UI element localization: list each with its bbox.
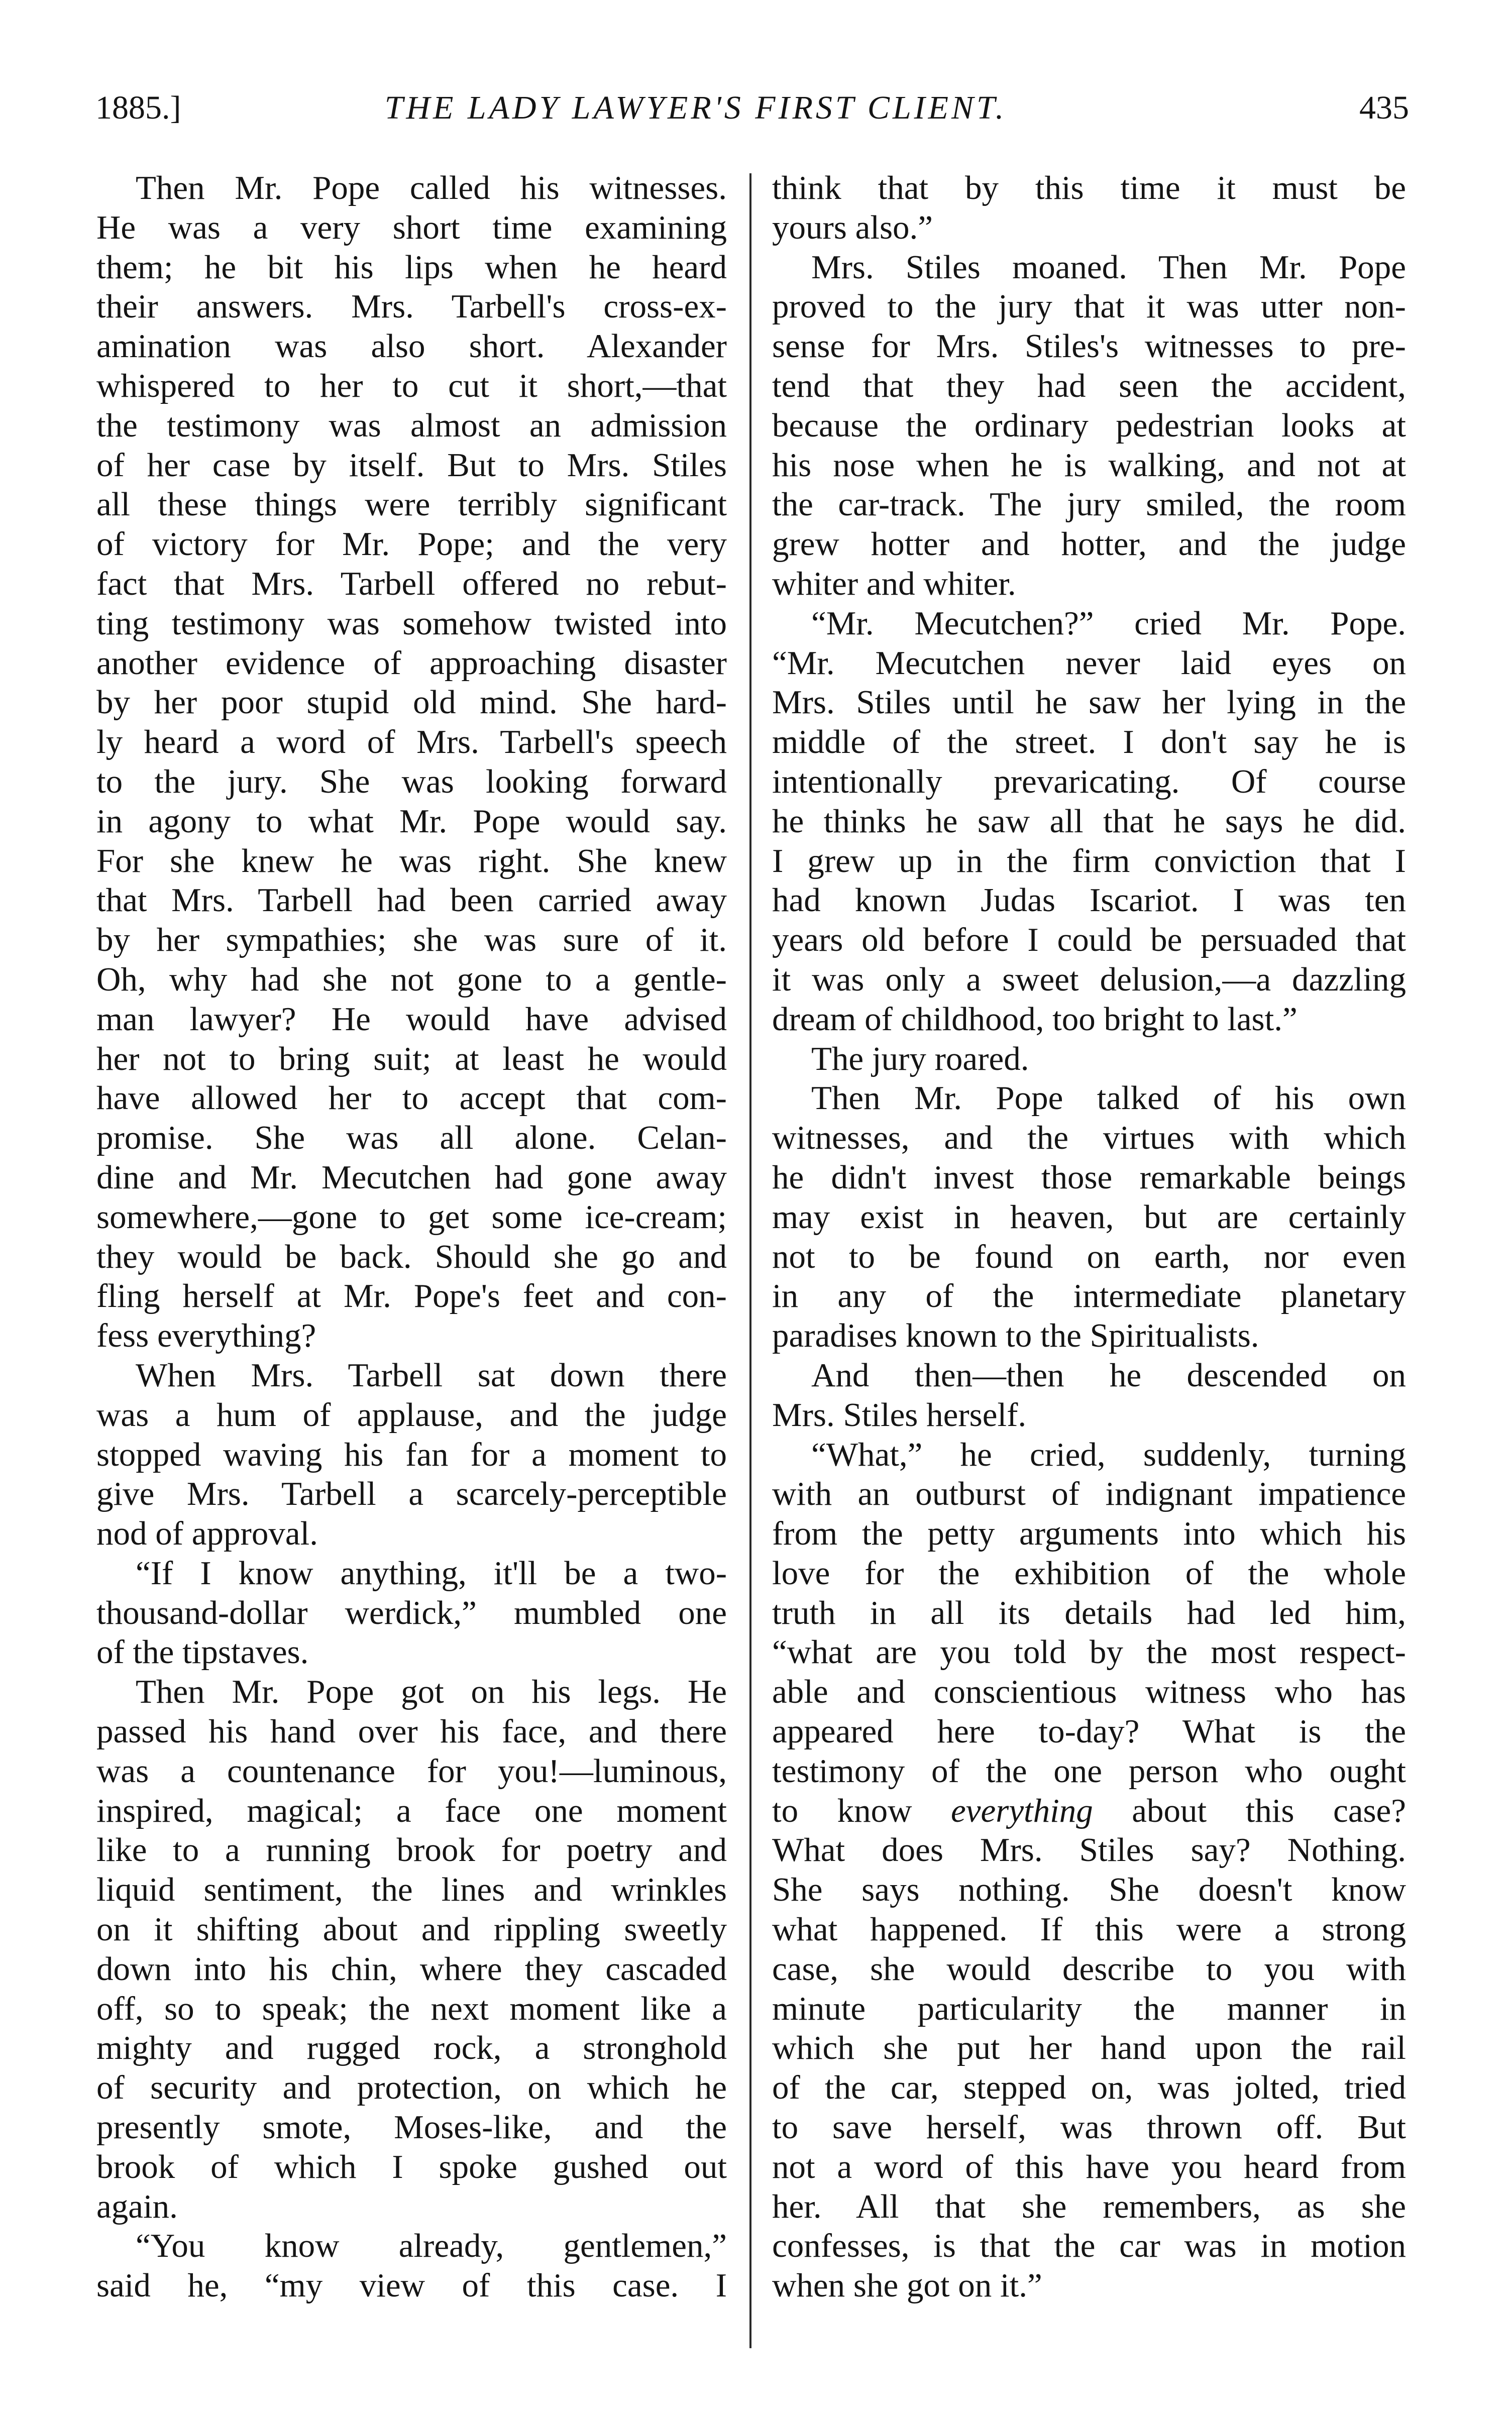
text-line: on it shifting about and rippling sweetly xyxy=(96,1911,727,1948)
text-line: have allowed her to accept that com- xyxy=(96,1079,727,1117)
text-line: passed his hand over his face, and there xyxy=(96,1713,727,1750)
text-line: witnesses, and the virtues with which xyxy=(772,1119,1406,1157)
text-line: able and conscientious witness who has xyxy=(772,1673,1406,1711)
paragraph xyxy=(96,2226,727,2306)
text-line: sense for Mrs. Stiles's witnesses to pre- xyxy=(772,327,1406,365)
text-line: the car-track. The jury smiled, the room xyxy=(772,486,1406,523)
text-line: For she knew he was right. She knew xyxy=(96,842,727,880)
paragraph xyxy=(772,1435,1406,2306)
running-head-title: THE LADY LAWYER'S FIRST CLIENT. xyxy=(384,89,1007,126)
text-line: he thinks he saw all that he says he did. xyxy=(772,802,1406,840)
text-line: paradises known to the Spiritualists. xyxy=(772,1317,1259,1355)
text-line: Then Mr. Pope called his witnesses. xyxy=(136,169,727,206)
text-line: give Mrs. Tarbell a scarcely-perceptible xyxy=(96,1475,727,1513)
column-rule xyxy=(749,173,751,2348)
text-line: of security and protection, on which he xyxy=(96,2069,727,2107)
text-line: testimony of the one person who ought xyxy=(772,1752,1406,1790)
text-line: of her case by itself. But to Mrs. Stiles xyxy=(96,446,727,484)
text-line: What does Mrs. Stiles say? Nothing. xyxy=(772,1831,1406,1869)
text-line: was a countenance for you!—luminous, xyxy=(96,1752,727,1790)
text-line: Oh, why had she not gone to a gentle- xyxy=(96,960,727,998)
text-line: off, so to speak; the next moment like a xyxy=(96,1990,727,2027)
text-line: down into his chin, where they cascaded xyxy=(96,1950,727,1988)
text-line: man lawyer? He would have advised xyxy=(96,1000,727,1038)
text-column-right xyxy=(772,168,1406,2306)
text-line: appeared here to-day? What is the xyxy=(772,1713,1406,1750)
text-line: “Mr. Mecutchen?” cried Mr. Pope. xyxy=(811,604,1406,642)
text-line: presently smote, Moses-like, and the xyxy=(96,2109,727,2146)
paragraph xyxy=(772,248,1406,604)
text-line: the testimony was almost an admission xyxy=(96,406,727,444)
text-line: not a word of this have you heard from xyxy=(772,2148,1406,2185)
text-line: “Mr. Mecutchen never laid eyes on xyxy=(772,644,1406,682)
text-line: I grew up in the firm conviction that I xyxy=(772,842,1406,880)
text-line: He was a very short time examining xyxy=(96,208,727,246)
text-line: confesses, is that the car was in motion xyxy=(772,2227,1406,2265)
text-line: like to a running brook for poetry and xyxy=(96,1831,727,1869)
paragraph xyxy=(96,1356,727,1554)
text-line: his nose when he is walking, and not at xyxy=(772,446,1406,484)
paragraph xyxy=(96,1554,727,1672)
text-line: fess everything? xyxy=(96,1317,316,1355)
text-line: with an outburst of indignant impatience xyxy=(772,1475,1406,1513)
text-line: inspired, magical; a face one moment xyxy=(96,1792,727,1829)
text-line: ly heard a word of Mrs. Tarbell's speech xyxy=(96,723,727,761)
text-line: Then Mr. Pope got on his legs. He xyxy=(136,1673,727,1711)
text-line: “If I know anything, it'll be a two- xyxy=(136,1554,727,1592)
text-line: all these things were terribly significant xyxy=(96,486,727,523)
text-line xyxy=(772,1791,1406,1831)
text-line: The jury roared. xyxy=(811,1040,1029,1077)
text-line: may exist in heaven, but are certainly xyxy=(772,1198,1406,1236)
text-line: years old before I could be persuaded that xyxy=(772,921,1406,959)
text-line: whiter and whiter. xyxy=(772,565,1016,602)
text-line: Mrs. Stiles herself. xyxy=(772,1396,1027,1434)
text-line: said he, “my view of this case. I xyxy=(96,2267,727,2305)
text-line: brook of which I spoke gushed out xyxy=(96,2148,727,2185)
text-line: whispered to her to cut it short,—that xyxy=(96,367,727,404)
text-line: to the jury. She was looking forward xyxy=(96,762,727,800)
text-line: case, she would describe to you with xyxy=(772,1950,1406,1988)
text-line: ting testimony was somehow twisted into xyxy=(96,604,727,642)
text-line: what happened. If this were a strong xyxy=(772,1911,1406,1948)
text-line: that Mrs. Tarbell had been carried away xyxy=(96,882,727,919)
text-line: And then—then he descended on xyxy=(811,1356,1406,1394)
text-line: minute particularity the manner in xyxy=(772,1990,1406,2027)
text-fragment: to know xyxy=(772,1792,951,1829)
text-line: middle of the street. I don't say he is xyxy=(772,723,1406,761)
text-line: her. All that she remembers, as she xyxy=(772,2187,1406,2225)
text-line: by her poor stupid old mind. She hard- xyxy=(96,684,727,721)
text-line: he didn't invest those remarkable beings xyxy=(772,1158,1406,1196)
text-line: Mrs. Stiles moaned. Then Mr. Pope xyxy=(811,248,1406,286)
text-line: not to be found on earth, nor even xyxy=(772,1238,1406,1275)
paragraph xyxy=(772,604,1406,1039)
text-line: Mrs. Stiles until he saw her lying in the xyxy=(772,684,1406,721)
text-line: another evidence of approaching disaster xyxy=(96,644,727,682)
paragraph xyxy=(772,168,1406,248)
text-line: their answers. Mrs. Tarbell's cross-ex- xyxy=(96,288,727,325)
text-line: fact that Mrs. Tarbell offered no rebut- xyxy=(96,565,727,602)
text-line: dream of childhood, too bright to last.” xyxy=(772,1000,1298,1038)
text-line: nod of approval. xyxy=(96,1515,318,1553)
text-line: amination was also short. Alexander xyxy=(96,327,727,365)
text-line: it was only a sweet delusion,—a dazzling xyxy=(772,960,1406,998)
text-line: of the car, stepped on, was jolted, tried xyxy=(772,2069,1406,2107)
text-line: love for the exhibition of the whole xyxy=(772,1554,1406,1592)
text-line: liquid sentiment, the lines and wrinkles xyxy=(96,1871,727,1909)
text-line: stopped waving his fan for a moment to xyxy=(96,1436,727,1473)
text-line: When Mrs. Tarbell sat down there xyxy=(136,1356,727,1394)
paragraph xyxy=(96,1672,727,2226)
text-line: fling herself at Mr. Pope's feet and con- xyxy=(96,1277,727,1315)
text-line: yours also.” xyxy=(772,208,933,246)
text-line: Then Mr. Pope talked of his own xyxy=(811,1079,1406,1117)
text-column-left xyxy=(96,168,727,2306)
text-line: in any of the intermediate planetary xyxy=(772,1277,1406,1315)
text-line: when she got on it.” xyxy=(772,2267,1042,2305)
text-line: of the tipstaves. xyxy=(96,1633,309,1671)
running-head-date: 1885.] xyxy=(95,89,181,126)
text-line: “What,” he cried, suddenly, turning xyxy=(811,1436,1406,1473)
text-line: had known Judas Iscariot. I was ten xyxy=(772,882,1406,919)
text-line: from the petty arguments into which his xyxy=(772,1515,1406,1553)
text-fragment: about this case? xyxy=(1093,1792,1407,1829)
text-line: tend that they had seen the accident, xyxy=(772,367,1406,404)
text-line: in agony to what Mr. Pope would say. xyxy=(96,802,727,840)
italic-word: everything xyxy=(951,1792,1093,1829)
paragraph xyxy=(772,1078,1406,1356)
text-line: again. xyxy=(96,2187,178,2225)
paragraph xyxy=(96,168,727,1356)
text-line: thousand-dollar werdick,” mumbled one xyxy=(96,1594,727,1631)
text-line: by her sympathies; she was sure of it. xyxy=(96,921,727,959)
text-line: intentionally prevaricating. Of course xyxy=(772,762,1406,800)
text-line: they would be back. Should she go and xyxy=(96,1238,727,1275)
text-line: truth in all its details had led him, xyxy=(772,1594,1406,1631)
paragraph xyxy=(772,1356,1406,1435)
page-number: 435 xyxy=(1359,89,1409,126)
text-line: which she put her hand upon the rail xyxy=(772,2029,1406,2067)
paragraph xyxy=(772,1039,1406,1079)
text-line: proved to the jury that it was utter non- xyxy=(772,288,1406,325)
text-line: was a hum of applause, and the judge xyxy=(96,1396,727,1434)
text-line: “what are you told by the most respect- xyxy=(772,1633,1406,1671)
text-line: them; he bit his lips when he heard xyxy=(96,248,727,286)
text-line: her not to bring suit; at least he would xyxy=(96,1040,727,1077)
text-line: somewhere,—gone to get some ice-cream; xyxy=(96,1198,727,1236)
text-line: because the ordinary pedestrian looks at xyxy=(772,406,1406,444)
text-line: grew hotter and hotter, and the judge xyxy=(772,525,1406,563)
text-line: of victory for Mr. Pope; and the very xyxy=(96,525,727,563)
text-line: think that by this time it must be xyxy=(772,169,1406,206)
text-line: “You know already, gentlemen,” xyxy=(136,2227,727,2265)
text-line: to save herself, was thrown off. But xyxy=(772,2109,1406,2146)
text-line: mighty and rugged rock, a stronghold xyxy=(96,2029,727,2067)
text-line: promise. She was all alone. Celan- xyxy=(96,1119,727,1157)
text-line: dine and Mr. Mecutchen had gone away xyxy=(96,1158,727,1196)
text-line: She says nothing. She doesn't know xyxy=(772,1871,1406,1909)
